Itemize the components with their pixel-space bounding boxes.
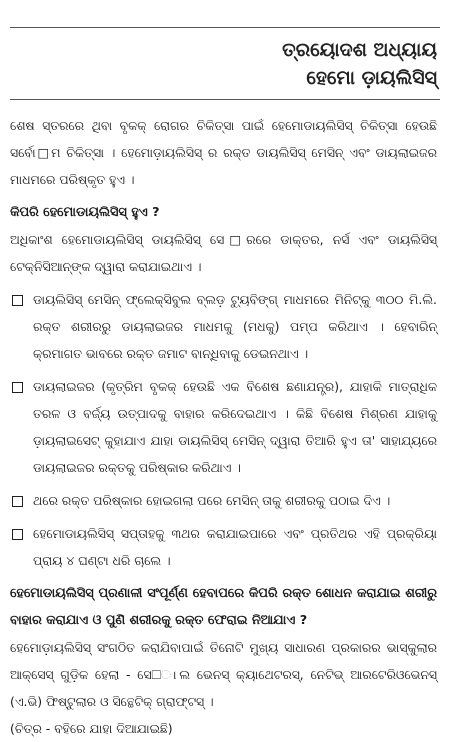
chapter-title: ହେମୋ ଡ଼ାୟଲିସିସ୍ [306,67,437,89]
checkbox-bullet-icon [12,295,23,306]
list-item-text: ଡାୟଲିସିସ୍ ମେସିନ୍ ଫ୍ଲେକ୍ସିବୁଲ ବ୍ଲଡ଼ ଟ୍ୟୁବିଙ୍ଗ୍ ମାଧମରେ ମିନିଟ୍‌କୁ ୩୦୦ ମି.ଲି. ରକ୍ତ ଶରୀରରୁ ଡାୟଲାଇଜର ମାଧମକୁ (ମଧକୁ) ପମ୍ପ କରିଥାଏ । ହେବାରିନ୍ କ୍ରମାଗତ ଭାବରେ ରକ୍ତ ଜମାଟ ବାନ୍ଧିବାକୁ ଡେଇନଥାଏ । [33,292,437,361]
title-rule [10,99,440,100]
section2-question: ହେମୋଡାୟଲିସିସ୍ ପ୍ରଣାଳୀ ସଂପୂର୍ଣ୍ଣ ହେବାପରେ କିପରି ରକ୍ତ ଶୋଧନ କରାଯାଇ ଶରୀରୁ ବାହାର କରାଯାଏ ଓ ପୁଣି ଶରୀରକୁ ରକ୍ତ ଫେରାଇ ନିଆଯାଏ ? [10,586,437,628]
intro-paragraph: ଶେଷ ସ୍ତରରେ ଥିବା ବୃକକ୍ ରୋଗର ଚିକିତ୍ସା ପାଇଁ ହେମୋଡାୟଲିସିସ୍ ଚିକିତ୍ସା ହେଉଛି ସର୍ବୋ□ମ ଚିକିତ୍ସା । ହେମୋଡ଼ାୟଲିସିସ୍ ର ରକ୍ତ ଡାୟଲିସିସ୍ ମେସିନ୍ ଏବଂ ଡାୟଲାଇଜର ମାଧମରେ ପରିଷ୍କୃତ ହୁଏ । [10,118,437,187]
list-item-text: ଥରେ ରକ୍ତ ପରିଷ୍କାର ହୋଇଗଲା ପରେ ମେସିନ୍ ତାକୁ ଶରୀରକୁ ପଠାଇ ଦିଏ । [33,493,391,508]
checkbox-bullet-icon [12,382,23,393]
list-item-text: ଡାୟଲାଇଜର (କୃତ୍ରିମ ବୃକକ୍ ହେଉଛି ଏକ ବିଶେଷ ଛଣାଯନ୍ତ୍ର), ଯାହାକି ମାତ୍ରାଧିକ ତରଳ ଓ ବର୍ଜ୍ୟ ଉତ୍ପାଦକୁ ବାହାର କରିଦେଇଥାଏ । କିଛି ବିଶେଷ ମିଶ୍ରଣ ଯାହାକୁ ଡ଼ାୟଲାଇସେଟ୍ କୁହାଯାଏ ଯାହା ଡାୟଲିସିସ୍ ମେସିନ୍ ଦ୍ୱାରା ତିଆରି ହୁଏ ତା' ସାହାଯ୍ୟରେ ଡାୟଲାଇଜର ରକ୍ତକୁ ପରିଷ୍କାର କରିଥାଏ । [33,379,437,475]
checkbox-bullet-icon [12,529,23,540]
section1-question: କିପରି ହେମୋଡାୟଲିସିସ୍ ହୁଏ ? [10,205,160,220]
checkbox-bullet-icon [12,496,23,507]
list-item [10,520,437,574]
list-item [10,487,437,514]
list-item [10,286,437,367]
figure-note: (ଚିତ୍ର - ବହିରେ ଯାହା ଦିଆଯାଇଛି) [10,721,173,736]
chapter-body [10,112,437,742]
top-rule [10,27,440,28]
section1-paragraph: ଅଧିକାଂଶ ହେମୋଡାୟଲିସିସ୍ ଡାୟଲିସିସ୍ ସେ□ରରେ ଡାକ୍ତର, ନର୍ସ ଏବଂ ଡାୟଲିସିସ୍ ଟେକ୍ନିସିଆନ୍‌ଙ୍କ ଦ୍ୱାରା କରାଯାଇଥାଏ । [10,232,437,274]
section2-paragraph: ହେମୋଡ଼ାୟଲିସିସ୍ ସଂଗଠିତ କରାଯିବାପାଇଁ ତିନୋଟି ମୁଖ୍ୟ ସାଧାରଣ ପ୍ରକାରର ଭାସ୍କୁଲାର ଆକ୍ସେସ୍ ଗୁଡ଼ିକ ହେଲା - ସେ□ାଲ ଭେନସ୍ କ୍ୟାଥେଟରସ୍, ନେଟିଭ୍ ଆରଟେରିଓଭେନସ୍ (ଏ.ଭି) ଫିଷ୍ଟୁଲାର ଓ ସିନ୍ଥେଟିକ୍ ଗ୍ରାଫ୍‌ଟସ୍ । [10,640,437,709]
list-item-text: ହେମୋଡାୟଲିସିସ୍ ସପ୍ତାହକୁ ୩ଥର କରାଯାଇପାରେ ଏବଂ ପ୍ରତିଥର ଏହି ପ୍ରକ୍ରିୟା ପ୍ରାୟ ୪ ଘଣ୍ଟା ଧରି ଚାଲେ । [33,526,437,568]
chapter-number: ତ୍ରୟୋଦଶ ଅଧ୍ୟାୟ [282,39,437,61]
list-item [10,373,437,481]
